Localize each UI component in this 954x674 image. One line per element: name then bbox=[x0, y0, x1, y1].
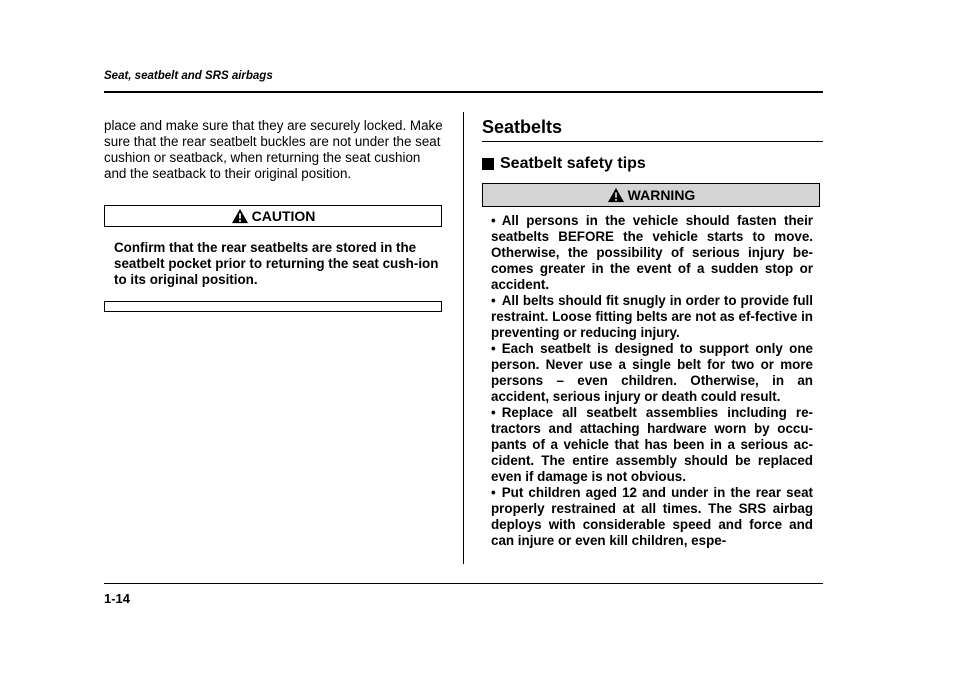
warning-label: WARNING bbox=[627, 187, 696, 203]
caution-text: Confirm that the rear seatbelts are stored in the seatbelt pocket prior to returning the seat cush-ion to its original position. bbox=[114, 240, 439, 287]
body-paragraph: place and make sure that they are securely locked. Make sure that the rear seatbelt buckles are not under the seat cushion or seatback, when returning the seat cushion and the seatback to their original position. bbox=[104, 118, 443, 181]
right-column bbox=[482, 115, 823, 549]
section-title: Seatbelts bbox=[482, 117, 563, 137]
warning-item: • All persons in the vehicle should fasten their seatbelts BEFORE the vehicle starts to move. Otherwise, the possibility of serious injury be-comes greater in the event of a sudden stop or accident. bbox=[491, 213, 813, 292]
warning-item: • Each seatbelt is designed to support only one person. Never use a single belt for two or more persons – even children. Otherwise, in an accident, serious injury or death could result. bbox=[491, 341, 813, 404]
subsection-heading bbox=[482, 154, 823, 174]
section-rule bbox=[482, 141, 823, 142]
warning-item: • All belts should fit snugly in order to provide full restraint. Loose fitting belts are not as ef-fective in preventing or reducing injury. bbox=[491, 293, 813, 340]
caution-end-box bbox=[104, 301, 442, 312]
caution-header bbox=[104, 205, 442, 227]
bullet-icon: • bbox=[491, 341, 496, 356]
bullet-icon: • bbox=[491, 405, 496, 420]
bullet-icon: • bbox=[491, 293, 496, 308]
running-header: Seat, seatbelt and SRS airbags bbox=[104, 70, 273, 82]
bullet-icon: • bbox=[491, 213, 496, 228]
warning-triangle-icon bbox=[231, 208, 249, 224]
bullet-icon: • bbox=[491, 485, 496, 500]
warning-header bbox=[482, 183, 820, 207]
black-square-icon bbox=[482, 158, 494, 170]
subsection-title: Seatbelt safety tips bbox=[500, 155, 646, 172]
caution-label: CAUTION bbox=[251, 208, 316, 224]
footer-rule bbox=[104, 583, 823, 584]
column-divider bbox=[463, 112, 464, 564]
warning-item: • Replace all seatbelt assemblies including re-tractors and attaching hardware worn by occu-pants of a vehicle that has been in a serious ac-cident. The entire assembly should be replaced even if damage is not obvious. bbox=[491, 405, 813, 484]
page-number: 1-14 bbox=[104, 591, 131, 606]
warning-item: • Put children aged 12 and under in the rear seat properly restrained at all times. The SRS airbag deploys with considerable speed and force and can injure or even kill children, espe- bbox=[491, 485, 813, 548]
warning-triangle-icon bbox=[607, 187, 625, 203]
left-column bbox=[104, 118, 446, 312]
header-rule bbox=[104, 91, 823, 93]
warning-list bbox=[491, 213, 813, 549]
